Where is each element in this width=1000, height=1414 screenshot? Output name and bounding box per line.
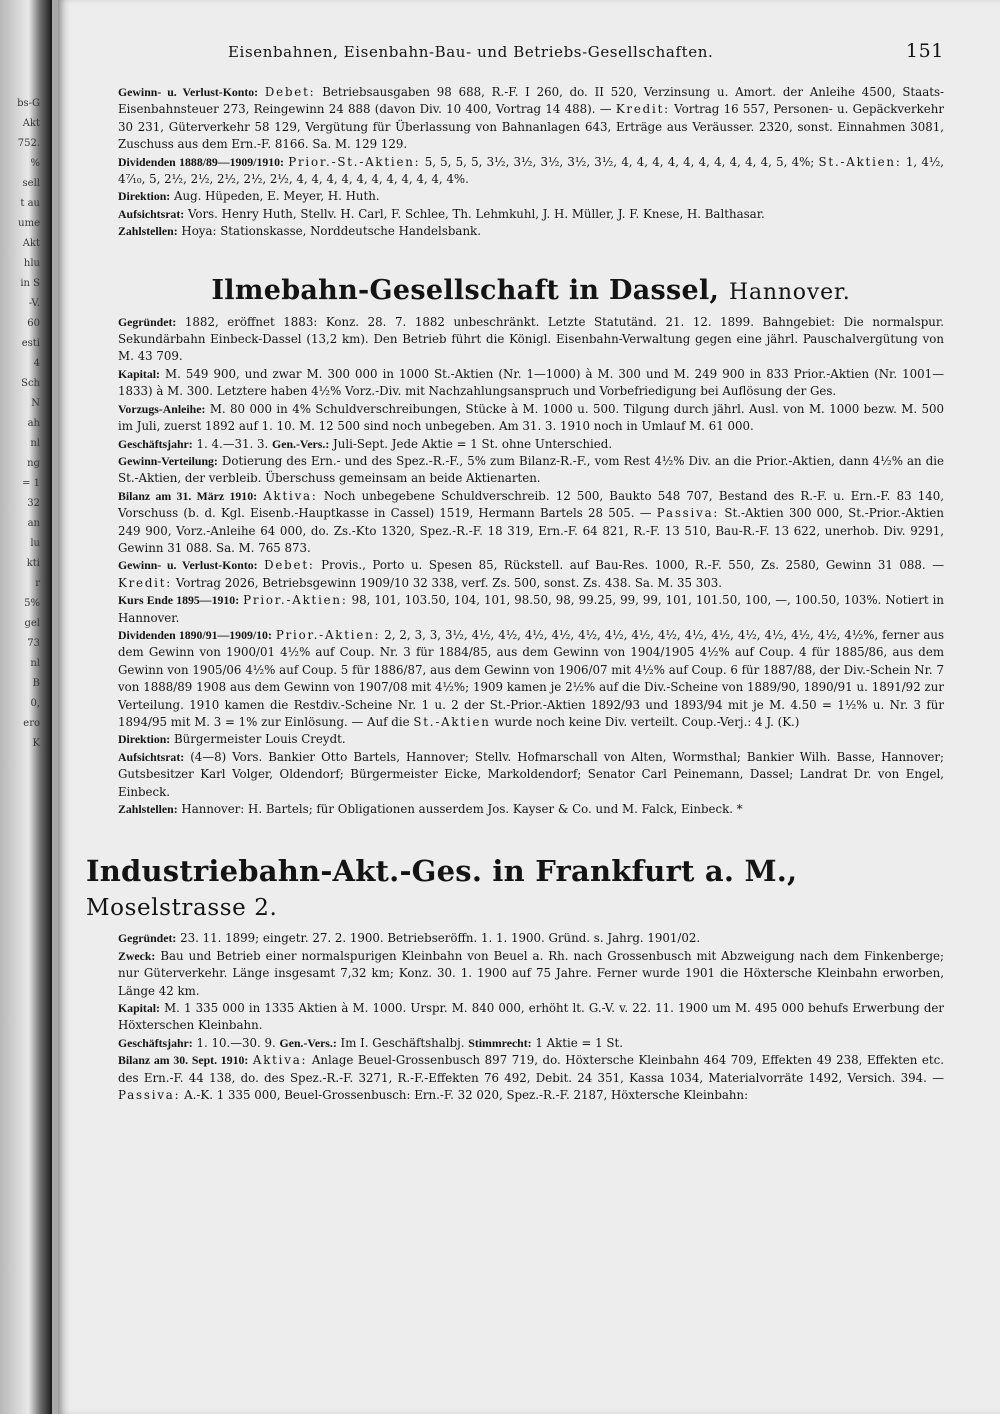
label: Gen.-Vers.:	[272, 436, 330, 451]
gutter-fragment: 0,	[30, 698, 40, 709]
gutter-fragment: 60	[27, 318, 40, 329]
gutter-fragment: -V.	[28, 298, 40, 309]
gutter-fragment: 5%	[24, 598, 40, 609]
gutter-fragment: in S	[20, 278, 40, 289]
gutter-fragment: ah	[27, 418, 40, 429]
s3-zweck	[118, 948, 944, 1000]
label: Dividenden 1888/89—1909/1910:	[118, 154, 284, 169]
s3-bilanz	[118, 1052, 944, 1104]
gutter-fragment: ng	[27, 458, 40, 469]
label: Dividenden 1890/91—1909/10:	[118, 627, 272, 642]
label: Prior.-Aktien:	[275, 627, 381, 642]
text: Vortrag 16 557, Personen- u. Gepäckverkehr 30 231, Güterverkehr 58 129, Vergütung für Überlassung von Bahnanlagen 643, Erträge aus Veräusser. 2320, sonst. Einnahmen 3081, Zuschuss aus dem Ern.-F. 8166. Sa. M. 129 129.	[118, 102, 945, 152]
gutter-fragment: 32	[27, 498, 40, 509]
heading-title: Industriebahn-Akt.-Ges. in Frankfurt a. M.,	[86, 854, 798, 889]
text: Bau und Betrieb einer normalspurigen Kleinbahn von Beuel a. Rh. nach Grossenbusch mit Abzweigung nach dem Finkenberge; nur Güterverkehr. Länge insgesamt 7,32 km; Konz. 30. 1. 1900 auf 75 Jahre. Ferner wurde 1901 die Höxtersche Kleinbahn erworben, Länge 42 km.	[118, 948, 945, 998]
gutter-fragment: kti	[26, 558, 40, 569]
text: Provis., Porto u. Spesen 85, Rückstell. auf Bau-Res. 1000, R.-F. 550, Zs. 2580, Gewinn 31 088. —	[321, 558, 945, 573]
s2-zahlstellen	[118, 801, 944, 818]
text: 2, 2, 3, 3, 3½, 4½, 4½, 4½, 4½, 4½, 4½, 4½, 4½, 4½, 4½, 4½, 4½, 4½, 4½, 4½%, ferner aus dem Gewinn von 1900/01 4½% auf Coup. Nr. 3 für 1884/85, aus dem Gewinn von 1904/1905 4½% auf Coup. 4 für 1885/86, aus dem Gewinn von 1905/06 4½% auf Coup. 5 für 1886/87, aus dem Gewinn von 1906/07 mit 4½% auf Coup. 6 für 1887/88, der Div.-Schein Nr. 7 von 1888/89 1908 aus dem Gewinn von 1907/08 mit 4½%; 1909 kamen je 2½% auf die Div.-Scheine von 1889/90, 1890/91 u. 1891/92 zur Verteilung. 1910 kamen die Restdiv.-Scheine Nr. 1 u. 2 der St.-Prior.-Aktien 1892/93 und 1893/94 mit je M. 4.50 = 1½% u. Nr. 3 für 1894/95 mit M. 3 = 1% zur Einlösung. — Auf die	[118, 627, 945, 729]
s1-gewinn-konto	[118, 84, 944, 154]
text: Aug. Hüpeden, E. Meyer, H. Huth.	[173, 189, 380, 204]
gutter-fragment: bs-G	[17, 98, 40, 109]
label: Direktion:	[118, 732, 171, 747]
text: 1882, eröffnet 1883: Konz. 28. 7. 1882 unbeschränkt. Letzte Statutänd. 21. 12. 1899. Bahngebiet: Die normalspur. Sekundärbahn Einbeck-Dassel (13,2 km). Den Betrieb führt die Königl. Eisenbahn-Verwaltung gegen eine jährl. Pauschalvergütung von M. 43 709.	[118, 314, 945, 364]
text: Noch unbegebene Schuldverschreib. 12 500, Baukto 548 707, Bestand des R.-F. u. Ern.-F. 83 140, Vorschuss (b. d. Kgl. Eisenb.-Hauptkasse in Cassel) 1519, Hermann Bartels 28 505. —	[118, 488, 944, 521]
s2-kapital	[118, 366, 944, 401]
label: Prior.-Aktien:	[243, 593, 348, 608]
s2-geschaeftsjahr	[118, 436, 944, 453]
text: M. 549 900, und zwar M. 300 000 in 1000 St.-Aktien (Nr. 1—1000) à M. 300 und M. 249 900 in 833 Prior.-Aktien (Nr. 1001—1833) à M. 300. Letztere haben 4½% Vorz.-Div. mit Nachzahlungsanspruch und Vorbefriedigung bei Auflösung der Ges.	[118, 366, 944, 399]
gutter-fragment: lu	[30, 538, 40, 549]
text: A.-K. 1 335 000, Beuel-Grossenbusch: Ern.-F. 32 020, Spez.-R.-F. 2187, Höxtersche Kleinbahn:	[184, 1088, 749, 1103]
label: Kredit:	[118, 575, 173, 590]
text: (4—8) Vors. Bankier Otto Bartels, Hannover; Stellv. Hofmarschall von Alten, Wormsthal; Bankier Wilh. Basse, Hannover; Gutsbesitzer Karl Volger, Oldendorf; Bürgermeister Eicke, Markoldendorf; Senator Carl Peinemann, Dassel; Landrat Dr. von Engel, Einbeck.	[118, 749, 944, 799]
gutter-fragment: esti	[21, 338, 40, 349]
label: Bilanz am 30. Sept. 1910:	[118, 1053, 249, 1068]
gutter-fragment: nl	[30, 658, 40, 669]
label: Vorzugs-Anleihe:	[118, 401, 206, 416]
gutter-fragment: an	[27, 518, 40, 529]
gutter-fragment: 752.	[17, 138, 40, 149]
label: Gewinn-Verteilung:	[118, 453, 218, 468]
gutter-fragment: = 1	[22, 478, 40, 489]
gutter-fragment: r	[35, 578, 40, 589]
label: Zahlstellen:	[118, 802, 178, 817]
section-heading-industriebahn	[86, 854, 944, 922]
text: Betriebsausgaben 98 688, R.-F. I 260, do. II 520, Verzinsung u. Amort. der Anleihe 4500, Staats-Eisenbahnsteuer 273, Reingewinn 24 888 (davon Div. 10 400, Vortrag 14 488). —	[118, 85, 945, 117]
label: Geschäftsjahr:	[118, 436, 193, 451]
heading-subtitle: Moselstrasse 2.	[86, 895, 278, 922]
gutter-fragment: nl	[30, 438, 40, 449]
s3-kapital	[118, 1000, 944, 1035]
label: Kapital:	[118, 366, 160, 381]
label: Gegründet:	[118, 931, 177, 946]
gutter-fragment: gel	[24, 618, 40, 629]
document-page	[58, 0, 1000, 1414]
gutter-fragment: 4	[33, 358, 40, 369]
text: 1. 4.—31. 3.	[196, 436, 269, 451]
s2-dividenden	[118, 627, 944, 731]
s2-gewinnverteilung	[118, 453, 944, 488]
text: Vors. Henry Huth, Stellv. H. Carl, F. Schlee, Th. Lehmkuhl, J. H. Müller, J. F. Knese, H. Balthasar.	[187, 206, 765, 221]
label: Aktiva:	[263, 488, 318, 503]
section-heading-ilmebahn	[118, 275, 944, 306]
text: M. 1 335 000 in 1335 Aktien à M. 1000. Urspr. M. 840 000, erhöht lt. G.-V. v. 22. 11. 1900 um M. 495 000 behufs Erwerbung der Höxterschen Kleinbahn.	[118, 1001, 944, 1033]
text: 1, 4½, 4⁷⁄₁₀, 5, 2½, 2½, 2½, 2½, 2½, 4, 4, 4, 4, 4, 4, 4, 4, 4, 4, 4%.	[118, 154, 945, 187]
s2-aufsichtsrat	[118, 749, 944, 801]
label: Zweck:	[118, 948, 156, 963]
label: Zahlstellen:	[118, 224, 178, 239]
s1-dividenden	[118, 154, 944, 189]
s1-direktion	[118, 188, 944, 205]
heading-title: Ilmebahn-Gesellschaft in Dassel,	[211, 274, 720, 306]
label: St.-Aktien:	[818, 154, 902, 169]
s2-vorzugsanleihe	[118, 401, 944, 436]
label: Direktion:	[118, 189, 171, 204]
s1-zahlstellen	[118, 223, 944, 240]
heading-subtitle: Hannover.	[728, 279, 851, 305]
label: Kapital:	[118, 1001, 160, 1016]
label: Passiva:	[656, 506, 720, 521]
label: Debet:	[264, 558, 315, 573]
text: 1. 10.—30. 9.	[196, 1035, 276, 1050]
gutter-fragment: 73	[27, 638, 40, 649]
gutter-fragment: hlu	[23, 258, 40, 269]
label: Gewinn- u. Verlust-Konto:	[118, 558, 258, 573]
label: Geschäftsjahr:	[118, 1035, 193, 1050]
text: 98, 101, 103.50, 104, 101, 98.50, 98, 99.25, 99, 99, 101, 101.50, 100, —, 100.50, 103%. Notiert in Hannover.	[118, 593, 944, 625]
left-page-edge	[0, 0, 52, 1414]
label: Aufsichtsrat:	[118, 749, 185, 764]
text: Hannover: H. Bartels; für Obligationen ausserdem Jos. Kayser & Co. und M. Falck, Einbeck. *	[181, 802, 743, 817]
label: Kurs Ende 1895—1910:	[118, 593, 240, 608]
gutter-fragment: sell	[22, 178, 40, 189]
s2-bilanz	[118, 488, 944, 558]
text: M. 80 000 in 4% Schuldverschreibungen, Stücke à M. 1000 u. 500. Tilgung durch jährl. Ausl. von M. 1000 bezw. M. 500 im Juli, zuerst 1892 auf 1. 10. M. 12 500 sind noch unbegeben. Am 31. 3. 1910 noch in Umlauf M. 61 000.	[118, 401, 944, 434]
text: Bürgermeister Louis Creydt.	[173, 732, 346, 747]
running-head	[118, 40, 944, 62]
text: wurde noch keine Div. verteilt. Coup.-Verj.: 4 J. (K.)	[494, 715, 800, 729]
label: Stimmrecht:	[468, 1035, 532, 1050]
text: Dotierung des Ern.- und des Spez.-R.-F., 5% zum Bilanz-R.-F., vom Rest 4½% Div. an die Prior.-Aktien, dann 4½% an die St.-Aktien, der verbleib. Überschuss gemeinsam an beide Aktienarten.	[118, 453, 944, 486]
text: Im I. Geschäftshalbj.	[340, 1035, 465, 1050]
label: Bilanz am 31. März 1910:	[118, 488, 258, 503]
text: 23. 11. 1899; eingetr. 27. 2. 1900. Betriebseröffn. 1. 1. 1900. Gründ. s. Jahrg. 1901/02.	[180, 931, 701, 946]
gutter-fragment: ero	[23, 718, 40, 729]
gutter-fragment: %	[30, 158, 40, 169]
label: Gegründet:	[118, 314, 177, 329]
gutter-fragment: Sch	[21, 378, 40, 389]
label: Passiva:	[118, 1088, 181, 1103]
running-head-title: Eisenbahnen, Eisenbahn-Bau- und Betriebs-Gesellschaften.	[228, 43, 714, 61]
text: St.-Aktien 300 000, St.-Prior.-Aktien 249 900, Vorz.-Anleihe 64 000, do. Zs.-Kto 1320, Spez.-R.-F. 18 319, Ern.-F. 64 821, R.-F. 13 510, Bau-R.-F. 13 622, unerhob. Div. 9291, Gewinn 31 088. Sa. M. 765 873.	[118, 506, 945, 555]
text: 5, 5, 5, 5, 3½, 3½, 3½, 3½, 3½, 4, 4, 4, 4, 4, 4, 4, 4, 4, 4, 5, 4%;	[424, 154, 815, 169]
text: Anlage Beuel-Grossenbusch 897 719, do. Höxtersche Kleinbahn 464 709, Effekten 49 238, Effekten etc. des Ern.-F. 44 138, do. des Spez.-R.-F. 3271, R.-F.-Effekten 76 492, Debit. 24 351, Kassa 1034, Materialvorräte 1492, Versich. 394. —	[118, 1053, 945, 1085]
s2-direktion	[118, 731, 944, 748]
text: Juli-Sept. Jede Aktie = 1 St. ohne Unterschied.	[333, 436, 613, 451]
gutter-fragment: Akt	[22, 118, 40, 129]
text: Vortrag 2026, Betriebsgewinn 1909/10 32 338, verf. Zs. 500, sonst. Zs. 438. Sa. M. 35 303.	[175, 575, 723, 590]
label: Prior.-St.-Aktien:	[288, 154, 421, 169]
s2-gegruendet	[118, 314, 944, 366]
gutter-fragment: K	[32, 738, 40, 749]
label: Kredit:	[615, 102, 670, 117]
label: Gen.-Vers.:	[279, 1035, 337, 1050]
page-number: 151	[905, 40, 944, 62]
gutter-fragment: Akt	[22, 238, 40, 249]
gutter-fragment: N	[31, 398, 40, 409]
s2-gewinn-konto	[118, 557, 944, 592]
s1-aufsichtsrat	[118, 206, 944, 223]
label: Debet:	[264, 85, 316, 99]
text: Hoya: Stationskasse, Norddeutsche Handelsbank.	[181, 224, 481, 239]
label: Gewinn- u. Verlust-Konto:	[118, 85, 259, 99]
gutter-fragment: t au	[20, 198, 40, 209]
label: Aufsichtsrat:	[118, 206, 185, 221]
page-content	[86, 40, 945, 1105]
s3-gegruendet	[118, 930, 944, 947]
s2-kurs	[118, 592, 944, 627]
gutter-fragment: B	[32, 678, 40, 689]
s3-geschaeftsjahr	[118, 1035, 944, 1052]
label: Aktiva:	[252, 1053, 308, 1068]
text: 1 Aktie = 1 St.	[535, 1035, 623, 1050]
gutter-fragment: ume	[18, 218, 40, 229]
label: St.-Aktien	[413, 715, 491, 729]
